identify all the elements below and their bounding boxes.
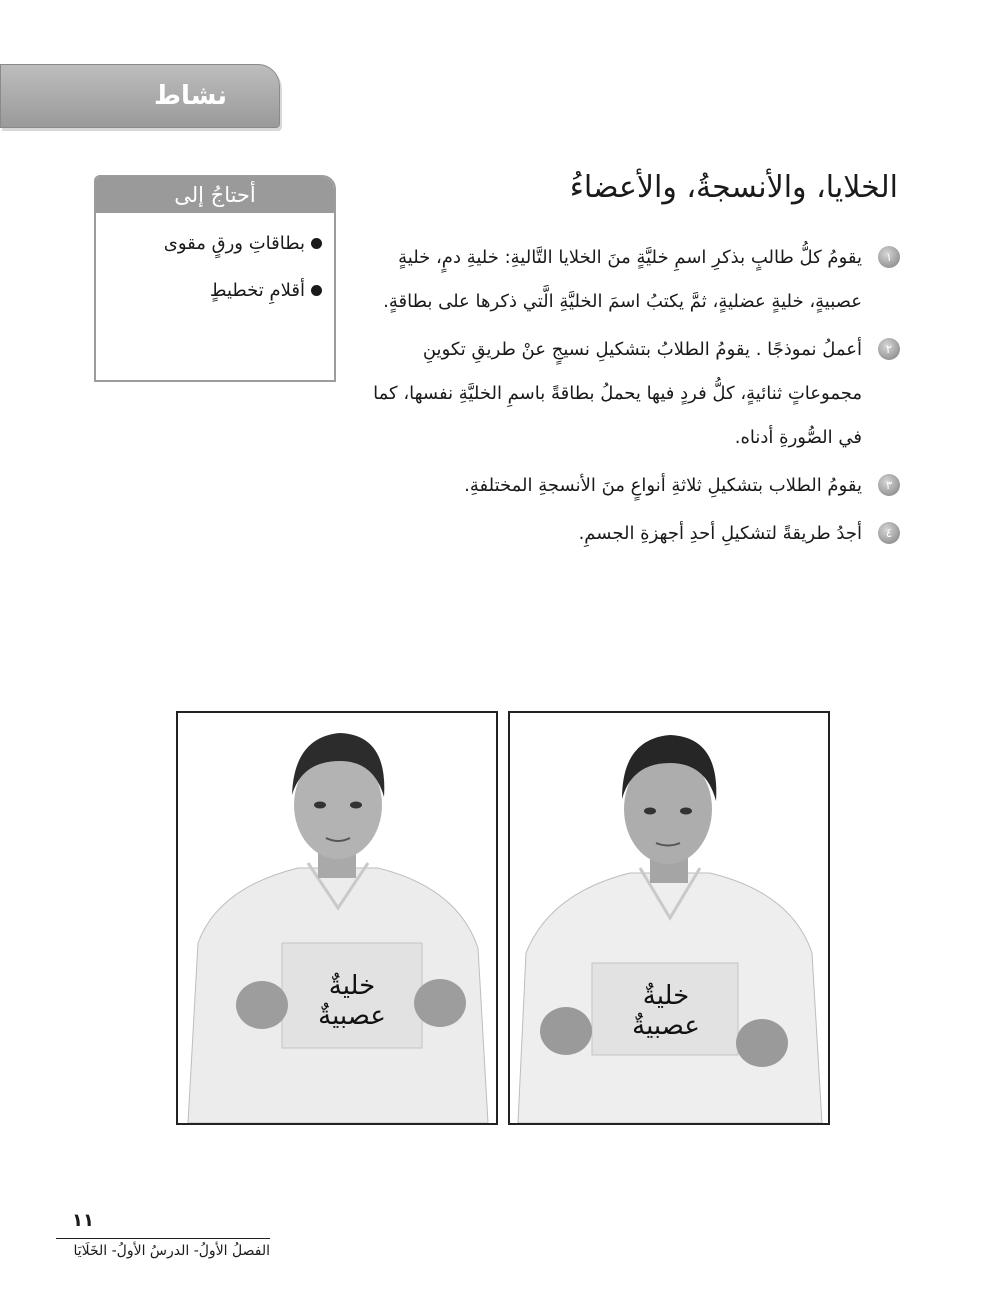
step-item [350, 328, 900, 460]
activity-tab [0, 64, 280, 128]
student-illustration [510, 713, 828, 1123]
step-text: يقومُ الطلاب بتشكيلِ ثلاثةِ أنواعٍ منَ الأنسجةِ المختلفةِ. [464, 475, 862, 496]
materials-list [96, 213, 334, 301]
student-illustration [178, 713, 496, 1123]
student-photo-left [176, 711, 498, 1125]
activity-label: نشاط [154, 81, 227, 111]
materials-item [96, 280, 322, 301]
footer-divider [56, 1238, 270, 1239]
materials-item-label: بطاقاتِ ورقٍ مقوى [163, 233, 305, 254]
steps-list [350, 236, 900, 560]
materials-item-label: أقلامِ تخطيطٍ [209, 280, 305, 301]
card-line-2: عصبيةٌ [318, 1001, 386, 1031]
materials-item [96, 233, 322, 254]
step-number-badge: ٢ [878, 338, 900, 360]
card-line-2: عصبيةٌ [632, 1011, 700, 1041]
cell-card [596, 981, 736, 1041]
bullet-icon [311, 238, 322, 249]
step-text: أعملُ نموذجًا . يقومُ الطلابُ بتشكيلِ نسيجٍ عنْ طريقِ تكوينِ مجموعاتٍ ثنائيةٍ، كلُّ فردٍ فيها يحملُ بطاقةً باسمِ الخليَّةِ نفسها، كما في الصُّورةِ أدناه. [373, 339, 862, 448]
bullet-icon [311, 285, 322, 296]
step-item [350, 236, 900, 324]
page-number: ١١ [72, 1210, 94, 1231]
step-text: يقومُ كلُّ طالبٍ بذكرِ اسمِ خليَّةٍ منَ الخلايا التَّاليةِ: خليةِ دمٍ، خليةٍ عصبيةٍ، خليةٍ عضليةٍ، ثمَّ يكتبُ اسمَ الخليَّةِ الَّتي ذكرها على بطاقةٍ. [383, 247, 862, 312]
step-item [350, 464, 900, 508]
step-number-badge: ١ [878, 246, 900, 268]
step-text: أجدُ طريقةً لتشكيلِ أحدِ أجهزةِ الجسمِ. [578, 523, 862, 544]
cell-card [282, 971, 422, 1031]
card-line-1: خليةٌ [328, 971, 376, 1001]
card-line-1: خليةٌ [642, 981, 690, 1011]
step-number-badge: ٣ [878, 474, 900, 496]
materials-title: أحتاجُ إلى [96, 177, 334, 213]
materials-box [94, 175, 336, 382]
step-number-badge: ٤ [878, 522, 900, 544]
step-item [350, 512, 900, 556]
student-photo-right [508, 711, 830, 1125]
page-title: الخلايا، والأنسجةُ، والأعضاءُ [569, 170, 898, 205]
chapter-breadcrumb: الفصلُ الأولُ- الدرسُ الأولُ- الخَلَايَا [73, 1243, 270, 1259]
